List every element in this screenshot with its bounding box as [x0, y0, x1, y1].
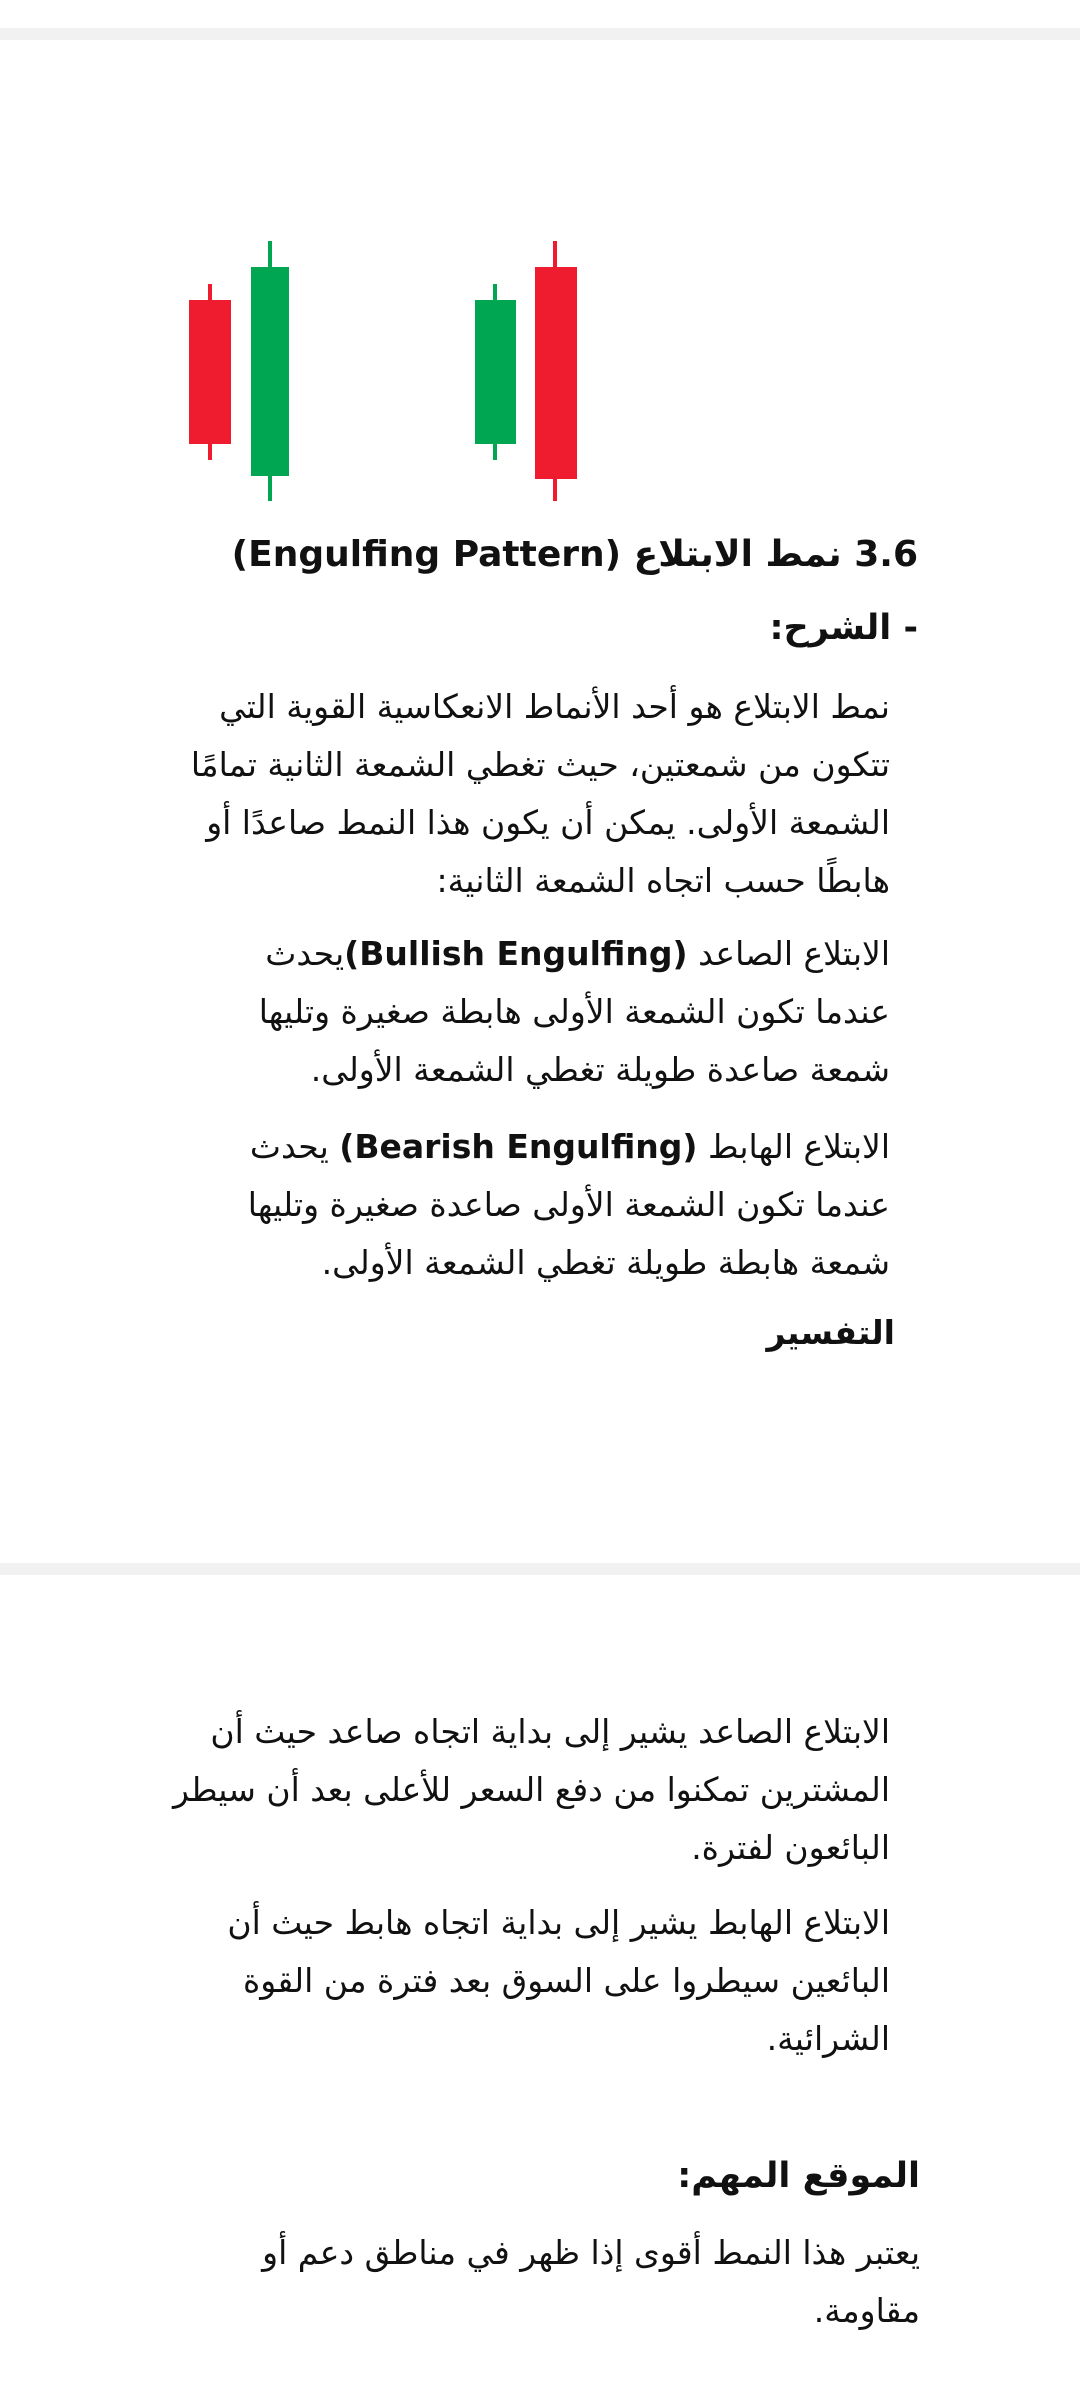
section-number: 3.6 [854, 534, 918, 575]
engulfing-candles-illustration [0, 0, 1080, 520]
bearish-line: شمعة هابطة طويلة تغطي الشمعة الأولى. [321, 1243, 890, 1282]
small-bullish-candle [475, 284, 516, 460]
bullish-label-english: (Bullish Engulfing) [344, 934, 688, 973]
interpretation-bearish-line: الابتلاع الهابط يشير إلى بداية اتجاه هابط حيث أن [227, 1903, 890, 1942]
bullish-label-arabic: الابتلاع الصاعد [698, 934, 890, 973]
bearish-label-english: (Bearish Engulfing) [339, 1127, 698, 1166]
large-bullish-candle [251, 241, 289, 501]
interpretation-bullish-paragraph [173, 1703, 890, 1877]
section-title-english: (Engulfing Pattern) [231, 534, 622, 575]
section-title-arabic: نمط الابتلاع [633, 534, 842, 575]
bearish-label-after: يحدث [249, 1127, 329, 1166]
explanation-heading: - الشرح: [769, 608, 918, 648]
intro-line: الشمعة الأولى. يمكن أن يكون هذا النمط صاعدًا أو [206, 803, 890, 842]
interpretation-bullish-line: الابتلاع الصاعد يشير إلى بداية اتجاه صاعد حيث أن [210, 1712, 890, 1751]
bullish-engulfing-paragraph [259, 925, 890, 1099]
location-line: مقاومة. [813, 2291, 920, 2330]
intro-line: هابطًا حسب اتجاه الشمعة الثانية: [436, 861, 890, 900]
intro-paragraph [191, 678, 890, 910]
interpretation-heading: التفسير [766, 1313, 895, 1352]
bearish-engulfing-example [475, 241, 577, 501]
bearish-engulfing-paragraph [248, 1118, 890, 1292]
intro-line: نمط الابتلاع هو أحد الأنماط الانعكاسية القوية التي [219, 687, 890, 726]
interpretation-bearish-line: الشرائية. [766, 2019, 890, 2058]
bullish-line: شمعة صاعدة طويلة تغطي الشمعة الأولى. [310, 1050, 890, 1089]
small-bearish-candle [189, 284, 231, 460]
location-line: يعتبر هذا النمط أقوى إذا ظهر في مناطق دعم أو [262, 2233, 920, 2272]
interpretation-bearish-line: البائعين سيطروا على السوق بعد فترة من القوة [243, 1961, 890, 2000]
large-bearish-candle [535, 241, 577, 501]
interpretation-bearish-paragraph [227, 1894, 890, 2068]
important-location-heading: الموقع المهم: [677, 2156, 920, 2196]
important-location-paragraph [262, 2224, 920, 2340]
page-separator-middle [0, 1563, 1080, 1575]
bearish-first-line [248, 1118, 890, 1176]
bullish-first-line [259, 925, 890, 983]
section-title [232, 534, 918, 575]
intro-line: تتكون من شمعتين، حيث تغطي الشمعة الثانية تمامًا [190, 745, 890, 784]
bullish-line: عندما تكون الشمعة الأولى هابطة صغيرة وتليها [258, 992, 890, 1031]
interpretation-bullish-line: المشترين تمكنوا من دفع السعر للأعلى بعد أن سيطر [173, 1770, 890, 1809]
bullish-label-after: يحدث [265, 934, 345, 973]
interpretation-bullish-line: البائعون لفترة. [691, 1828, 890, 1867]
bearish-label-arabic: الابتلاع الهابط [708, 1127, 890, 1166]
bearish-line: عندما تكون الشمعة الأولى صاعدة صغيرة وتليها [247, 1185, 890, 1224]
bullish-engulfing-example [189, 241, 289, 501]
